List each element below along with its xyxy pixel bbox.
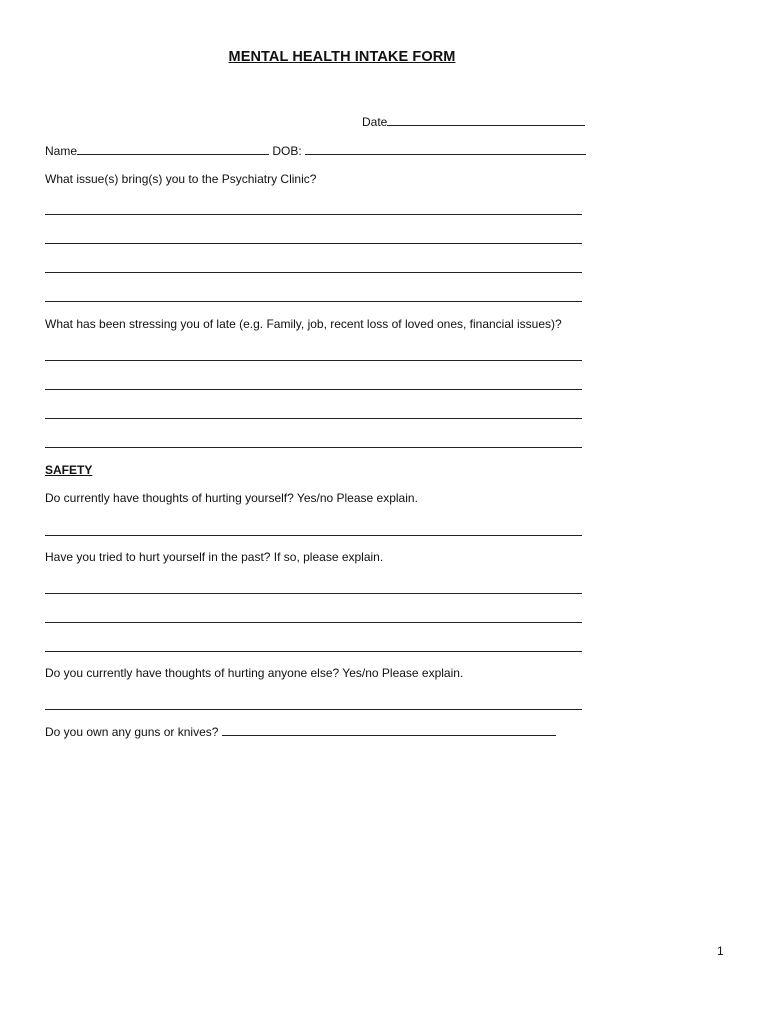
date-field[interactable] <box>387 113 585 126</box>
answer-line-q4-2[interactable] <box>45 622 582 623</box>
name-field[interactable] <box>77 142 269 155</box>
question-weapons-row <box>45 723 556 740</box>
date-label: Date <box>362 115 388 129</box>
form-title: MENTAL HEALTH INTAKE FORM <box>228 49 456 65</box>
answer-line-q1-1[interactable] <box>45 214 582 215</box>
answer-line-q4-3[interactable] <box>45 651 582 652</box>
safety-heading: SAFETY <box>45 463 93 477</box>
name-dob-row <box>45 142 586 159</box>
dob-field[interactable] <box>305 142 586 155</box>
question-weapons: Do you own any guns or knives? <box>45 725 219 739</box>
weapons-answer-field[interactable] <box>222 723 556 736</box>
name-label: Name <box>45 144 78 158</box>
answer-line-q1-3[interactable] <box>45 272 582 273</box>
question-harm-others: Do you currently have thoughts of hurting anyone else? Yes/no Please explain. <box>45 666 464 680</box>
answer-line-q3-1[interactable] <box>45 535 582 536</box>
question-self-harm-thoughts: Do currently have thoughts of hurting yourself? Yes/no Please explain. <box>45 491 418 505</box>
answer-line-q2-1[interactable] <box>45 360 582 361</box>
question-stressors: What has been stressing you of late (e.g. Family, job, recent loss of loved ones, financial issues)? <box>45 317 562 331</box>
page-number: 1 <box>717 944 724 958</box>
date-row <box>362 113 585 130</box>
answer-line-q1-4[interactable] <box>45 301 582 302</box>
answer-line-q5-1[interactable] <box>45 709 582 710</box>
answer-line-q2-4[interactable] <box>45 447 582 448</box>
answer-line-q2-3[interactable] <box>45 418 582 419</box>
answer-line-q4-1[interactable] <box>45 593 582 594</box>
answer-line-q1-2[interactable] <box>45 243 582 244</box>
question-past-self-harm: Have you tried to hurt yourself in the past? If so, please explain. <box>45 550 384 564</box>
dob-label: DOB: <box>272 144 302 158</box>
answer-line-q2-2[interactable] <box>45 389 582 390</box>
question-psychiatry-reason: What issue(s) bring(s) you to the Psychiatry Clinic? <box>45 172 317 186</box>
